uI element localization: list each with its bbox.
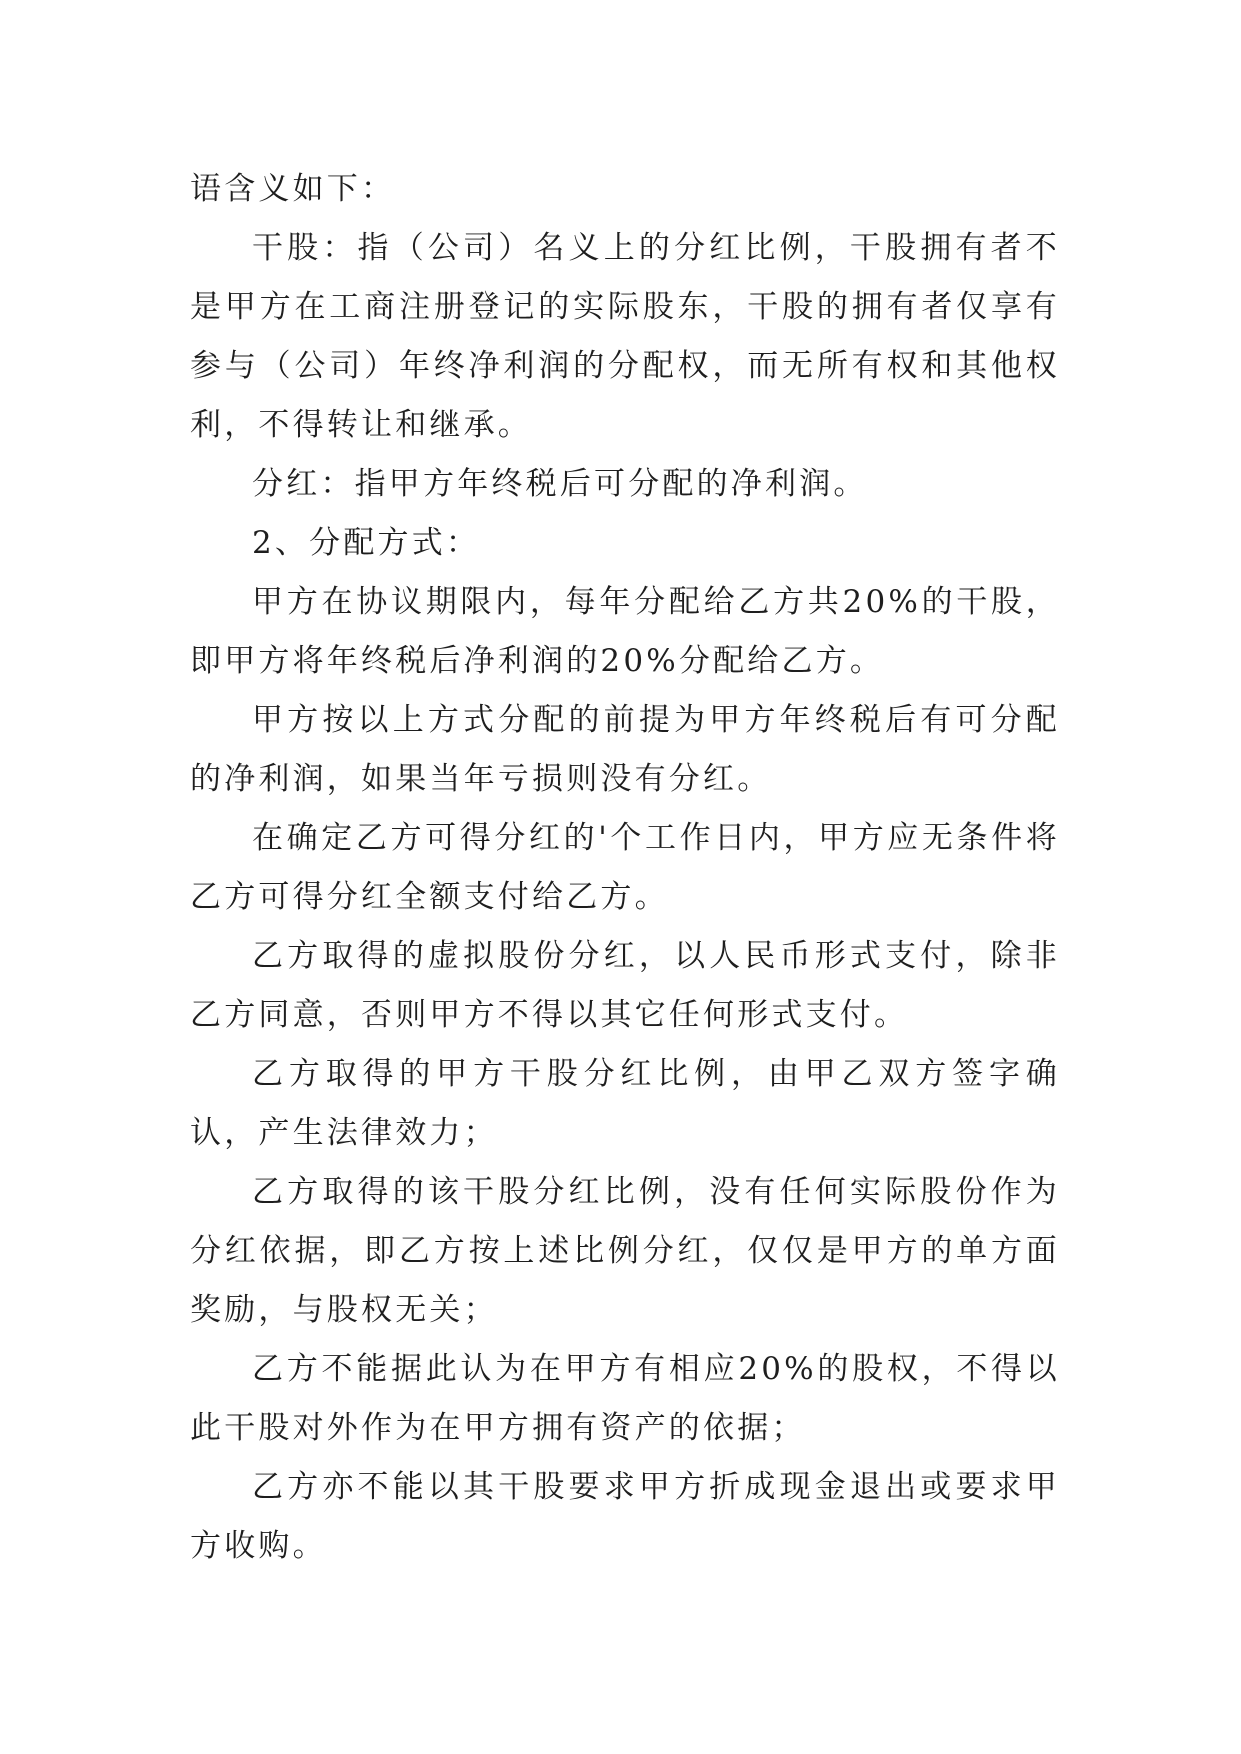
paragraph-ratio-basis: 乙方取得的该干股分红比例，没有任何实际股份作为分红依据，即乙方按上述比例分红，仅仅是甲方的单方面奖励，与股权无关； — [190, 1174, 1060, 1328]
paragraph-distribution-premise: 甲方按以上方式分配的前提为甲方年终税后有可分配的净利润，如果当年亏损则没有分红。 — [190, 702, 1060, 797]
paragraph-definition-ganGu: 干股：指（公司）名义上的分红比例，干股拥有者不是甲方在工商注册登记的实际股东，干股的拥有者仅享有参与（公司）年终净利润的分配权，而无所有权和其他权利，不得转让和继承。 — [190, 230, 1060, 443]
paragraph-no-equity: 乙方不能据此认为在甲方有相应20%的股权，不得以此干股对外作为在甲方拥有资产的依据； — [190, 1351, 1060, 1446]
paragraph-ratio-confirmation: 乙方取得的甲方干股分红比例，由甲乙双方签字确认，产生法律效力； — [190, 1056, 1060, 1151]
paragraph-no-cash-out: 乙方亦不能以其干股要求甲方折成现金退出或要求甲方收购。 — [190, 1469, 1060, 1564]
paragraph-payment-currency: 乙方取得的虚拟股份分红，以人民币形式支付，除非乙方同意，否则甲方不得以其它任何形式支付。 — [190, 938, 1060, 1033]
document-body — [190, 160, 1060, 1576]
section-heading-distribution: 2、分配方式： — [252, 525, 481, 561]
paragraph-payment-timing: 在确定乙方可得分红的'个工作日内，甲方应无条件将乙方可得分红全额支付给乙方。 — [190, 820, 1060, 915]
paragraph-distribution-share: 甲方在协议期限内，每年分配给乙方共20%的干股，即甲方将年终税后净利润的20%分配给乙方。 — [190, 584, 1060, 679]
paragraph-continuation: 语含义如下： — [190, 171, 396, 207]
paragraph-definition-fenHong: 分红：指甲方年终税后可分配的净利润。 — [252, 466, 868, 502]
